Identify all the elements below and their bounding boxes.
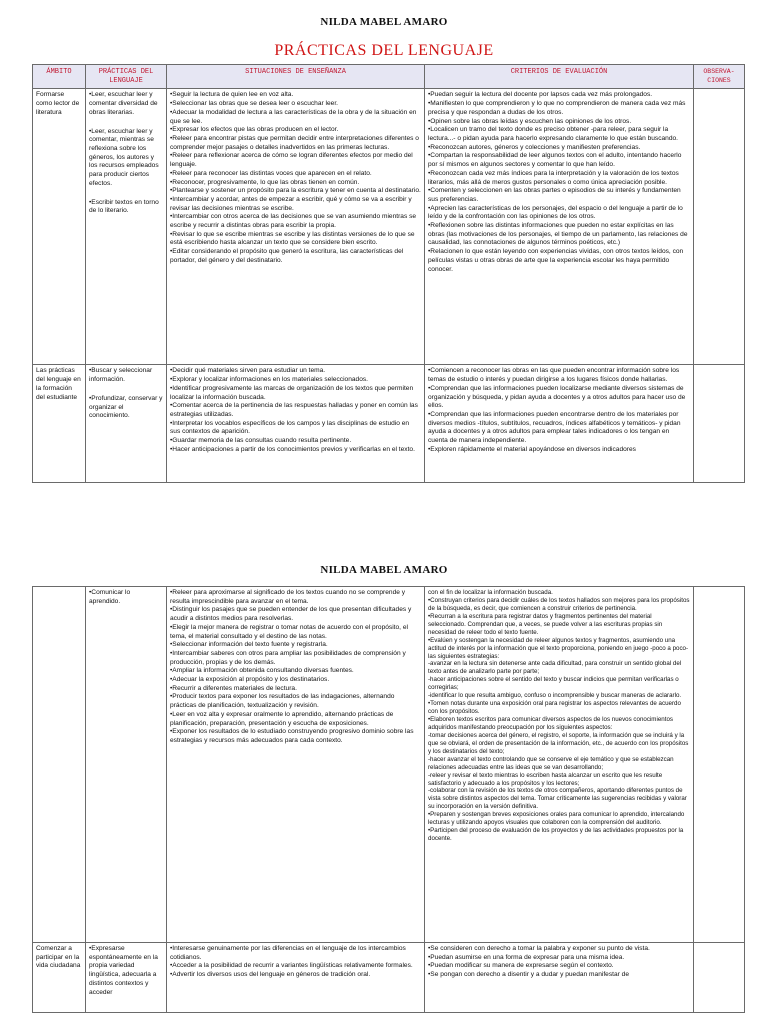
cell-line: -hacer anticipaciones sobre el sentido del texto y buscar indicios que permitan verificarlas o corregirlas; <box>428 676 679 692</box>
curriculum-table <box>32 64 745 483</box>
cell-observaciones <box>694 365 745 483</box>
table-row <box>33 587 745 943</box>
cell-line: -tomar decisiones acerca del género, el registro, el soporte, la información que se incluirá y la que se obviará, el orden de presentación de la información, etc., de acuerdo con los propósitos y los destinatarios del texto; <box>428 731 689 755</box>
cell-line: •Escribir textos en torno de lo literario. <box>89 198 159 215</box>
cell-line: •Acceder a la posibilidad de recurrir a variantes lingüísticas relativamente formales. <box>170 962 413 970</box>
cell-line: •Reconozcan cada vez más índices para la interpretación y la valoración de los textos literarios, más allá de meros gustos personales o como única apreciación posible. <box>428 169 679 186</box>
cell-line: •Intercambiar saberes con otros para ampliar las posibilidades de comprensión y producción, propias y de los demás. <box>170 649 406 666</box>
cell-line: con el fin de localizar la información buscada. <box>428 589 553 596</box>
cell-line: •Leer en voz alta y expresar oralmente lo aprendido, alternando prácticas de planificación, preparación, presentación y escucha de exposiciones. <box>170 710 394 727</box>
cell-criterios <box>425 943 694 1013</box>
curriculum-table-continued <box>32 586 745 1013</box>
cell-line: •Identificar progresivamente las marcas de organización de los textos que permiten localizar la información buscada. <box>170 384 414 401</box>
cell-line: •Evalúen y sostengan la necesidad de releer algunos textos y fragmentos, asumiendo una actitud de interés por la información que el texto proporciona, poniendo en juego -poco a poco- las siguientes estrategias: <box>428 636 689 660</box>
cell-practicas <box>86 89 167 365</box>
cell-line: •Participen del proceso de evaluación de los proyectos y de las actividades propuestos por la docente. <box>428 827 684 843</box>
cell-line: -hacer avanzar el texto controlando que se conserve el eje temático y que se establezcan relaciones adecuadas entre las ideas que se van desarrollando; <box>428 755 674 771</box>
page-header-author: NILDA MABEL AMARO <box>320 16 448 28</box>
header-practicas: PRÁCTICAS DEL LENGUAJE <box>86 65 167 89</box>
cell-observaciones <box>694 587 745 943</box>
cell-line: •Expresarse espontáneamente en la propia variedad lingüística, adecuarla a distintos contextos y acceder <box>89 945 158 996</box>
cell-line: •Comprendan que las informaciones pueden encontrarse dentro de los materiales por diversos medios -títulos, subtítulos, recuadros, índices alfabéticos y temáticos- y pidan ayuda a docentes y a otros adultos para emplear tales indicadores o los tengan en cuenta de manera independiente. <box>428 410 681 445</box>
cell-line: •Reconocer, progresivamente, lo que las obras tienen en común. <box>170 178 360 186</box>
cell-spacer <box>89 189 163 199</box>
cell-line: •Reconozcan autores, géneros y colecciones y manifiesten preferencias. <box>428 143 641 151</box>
cell-line: •Comprendan que las informaciones pueden localizarse mediante diversos sistemas de organización y búsqueda, y pidan ayuda a docentes y a otros adultos para hacer uso de ellos. <box>428 384 686 410</box>
table-row <box>33 365 745 483</box>
cell-ambito: Comenzar a participar en la vida ciudadana <box>33 943 86 1013</box>
table-row <box>33 89 745 365</box>
cell-line: •Se consideren con derecho a tomar la palabra y exponer su punto de vista. <box>428 945 650 952</box>
cell-line: •Puedan seguir la lectura del docente por lapsos cada vez más prolongados. <box>428 91 653 99</box>
table-row <box>33 943 745 1013</box>
cell-line: •Comentar acerca de la pertinencia de las respuestas halladas y poner en común las estrategias utilizadas. <box>170 402 418 418</box>
cell-line: •Ampliar la información obtenida consultando diversas fuentes. <box>170 667 354 675</box>
cell-line: •Decidir qué materiales sirven para estudiar un tema. <box>170 367 326 375</box>
cell-line: •Interpretar los vocablos específicos de los campos y las disciplinas de estudio en sus contextos de aparición. <box>170 419 410 436</box>
cell-line: •Exploren rápidamente el material apoyándose en diversos indicadores <box>428 445 636 453</box>
cell-line: -identificar lo que resulta ambiguo, confuso o incomprensible y buscar maneras de aclararlo. <box>428 692 682 700</box>
cell-line: •Intercambiar con otros acerca de las decisiones que se van asumiendo mientras se escribe y recurrir a distintas obras para escribir la propia. <box>170 213 417 230</box>
cell-line: •Relacionen lo que están leyendo con experiencias vividas, con otros textos leídos, con películas vistas u otras obras de arte que la experiencia escolar les haya permitido conocer. <box>428 248 684 273</box>
cell-line: •Manifiesten lo que comprendieron y lo que no comprendieron de manera cada vez más precisa y que respondan a dudas de los otros. <box>428 100 686 116</box>
cell-line: •Seleccionar las obras que se desea leer o escuchar leer. <box>170 100 338 108</box>
cell-line: •Compartan la responsabilidad de leer algunos textos con el adulto, intentando hacerlo por sí mismos en algunos sectores y comentar lo que han leído. <box>428 152 682 169</box>
cell-line: •Revisar lo que se escribe mientras se escribe y las distintas versiones de lo que se está escribiendo hasta alcanzar un texto que se considere bien escrito. <box>170 230 415 247</box>
cell-situaciones <box>167 587 425 943</box>
cell-line: •Puedan asumirse en una forma de expresar para una misma idea. <box>428 953 625 961</box>
cell-line: •Seleccionar información del texto fuente y registrarla. <box>170 641 328 649</box>
header-situaciones: SITUACIONES DE ENSEÑANZA <box>167 65 425 89</box>
cell-line: •Recurran a la escritura para registrar datos y fragmentos pertinentes del material seleccionado. Comprendan que, a veces, se puede volver a las escrituras propias sin necesidad de releer todo el texto fuente. <box>428 612 663 636</box>
page-2 <box>0 548 768 1024</box>
cell-line: -colaborar con la revisión de los textos de otros compañeros, aportando diferentes puntos de vista sobre distintos aspectos del tema. Tomar críticamente las sugerencias recibidas y valorar su incorporación en la versión definitiva. <box>428 787 687 811</box>
cell-line: •Editar considerando el propósito que generó la escritura, las características del portador, del género y del destinatario. <box>170 248 404 264</box>
cell-line: •Seguir la lectura de quien lee en voz alta. <box>170 91 294 99</box>
cell-line: •Hacer anticipaciones a partir de los conocimientos previos y verificarlas en el texto. <box>170 445 415 453</box>
cell-line: •Comenten y seleccionen en las obras partes o episodios de su interés y fundamenten sus preferencias. <box>428 187 681 203</box>
cell-line: •Se pongan con derecho a disentir y a dudar y puedan manifestar de <box>428 971 629 979</box>
cell-line: •Puedan modificar su manera de expresarse según el contexto. <box>428 962 614 970</box>
page-separator <box>0 500 768 548</box>
cell-observaciones <box>694 89 745 365</box>
cell-line: •Releer para reconocer las distintas voces que aparecen en el relato. <box>170 169 372 177</box>
cell-ambito: Las prácticas del lenguaje en la formación del estudiante <box>33 365 86 483</box>
cell-line: •Aprecien las características de los personajes, del espacio o del lenguaje a partir de lo leído y de la confrontación con las opiniones de los otros. <box>428 204 683 221</box>
cell-line: -avanzar en la lectura sin detenerse ante cada dificultad, para construir un sentido global del texto antes de analizarlo parte por parte; <box>428 660 682 676</box>
cell-situaciones <box>167 943 425 1013</box>
cell-line: •Advertir los diversos usos del lenguaje en géneros de tradición oral. <box>170 971 371 979</box>
header-criterios: CRITERIOS DE EVALUACIÓN <box>425 65 694 89</box>
cell-practicas <box>86 365 167 483</box>
cell-line: •Guardar memoria de las consultas cuando resulta pertinente. <box>170 437 352 445</box>
cell-line: •Interesarse genuinamente por las diferencias en el lenguaje de los intercambios cotidianos. <box>170 945 406 961</box>
cell-line: •Comiencen a reconocer las obras en las que pueden encontrar información sobre los temas de estudio o interés y puedan dirigirse a los lugares físicos donde hallarlas. <box>428 367 680 384</box>
cell-line: •Intercambiar y acordar, antes de empezar a escribir, qué y cómo se va a escribir y revisar las decisiones mientras se escribe. <box>170 195 412 212</box>
cell-line: •Localicen un tramo del texto donde es preciso obtener -para releer, para seguir la lectura...- o pidan ayuda para hacerlo expresando claramente lo que están buscando. <box>428 126 678 142</box>
page-1 <box>0 0 768 500</box>
cell-spacer <box>89 385 163 395</box>
cell-line: •Adecuar la modalidad de lectura a las características de la obra y de la situación en que se lee. <box>170 108 417 125</box>
cell-situaciones <box>167 365 425 483</box>
cell-line: •Opinen sobre las obras leídas y escuchen las opiniones de los otros. <box>428 117 632 125</box>
cell-practicas <box>86 943 167 1013</box>
cell-line: •Comunicar lo aprendido. <box>89 589 131 605</box>
cell-line: •Reflexionen sobre las distintas informaciones que pueden no estar explícitas en las obras (las motivaciones de los personajes, el tiempo de un parlamento, las relaciones de causalidad, las connotaciones de algunos términos poéticos, etc.) <box>428 222 688 247</box>
cell-line: •Explorar y localizar informaciones en los materiales seleccionados. <box>170 376 369 384</box>
cell-line: •Profundizar, conservar y organizar el conocimiento. <box>89 394 163 420</box>
document-title: PRÁCTICAS DEL LENGUAJE <box>274 42 494 59</box>
cell-line: •Elegir la mejor manera de registrar o tomar notas de acuerdo con el propósito, el tema, el material consultado y el destino de las notas. <box>170 623 408 640</box>
cell-line: •Distinguir los pasajes que se pueden entender de los que presentan dificultades y acudir a distintos medios para resolverlas. <box>170 606 412 623</box>
header-ambito: ÁMBITO <box>33 65 86 89</box>
cell-line: •Tomen notas durante una exposición oral para registrar los aspectos relevantes de acuerdo con los propósitos. <box>428 700 681 716</box>
cell-line: •Construyan criterios para decidir cuáles de los textos hallados son mejores para los propósitos de la búsqueda, es decir, que comiencen a construir criterios de pertinencia. <box>428 596 690 612</box>
cell-criterios <box>425 365 694 483</box>
cell-practicas <box>86 587 167 943</box>
cell-line: •Preparen y sostengan breves exposiciones orales para comunicar lo aprendido, intercalando lecturas y utilizando apoyos visuales que colaboren con la comprensión del auditorio. <box>428 811 685 827</box>
cell-line: •Releer para encontrar pistas que permitan decidir entre interpretaciones diferentes o comprender mejor pasajes o detalles inadvertidos en las primeras lecturas. <box>170 134 419 151</box>
page-header-author: NILDA MABEL AMARO <box>320 564 448 576</box>
cell-line: •Elaboren textos escritos para comunicar diversos aspectos de los nuevos conocimientos adquiridos manifestando preocupación por los siguientes aspectos: <box>428 716 673 731</box>
cell-ambito <box>33 587 86 943</box>
cell-spacer <box>89 118 163 128</box>
cell-line: •Leer, escuchar leer y comentar diversidad de obras literarias. <box>89 91 158 116</box>
cell-observaciones <box>694 943 745 1013</box>
cell-ambito: Formarse como lector de literatura <box>33 89 86 365</box>
cell-line: -releer y revisar el texto mientras lo escriben hasta alcanzar un escrito que les resulte satisfactorio y adecuado a los propósitos y los lectores; <box>428 771 663 787</box>
cell-line: •Adecuar la exposición al propósito y los destinatarios. <box>170 676 330 684</box>
cell-line: •Leer, escuchar leer y comentar, mientras se reflexiona sobre los géneros, los autores y los recursos empleados para producir ciertos efectos. <box>89 127 159 187</box>
cell-line: •Plantearse y sostener un propósito para la escritura y tener en cuenta al destinatario. <box>170 187 421 195</box>
header-observaciones: OBSERVA-CIONES <box>694 65 745 89</box>
cell-line: •Recurrir a diferentes materiales de lectura. <box>170 684 297 692</box>
cell-line: •Releer para aproximarse al significado de los textos cuando no se comprende y resulta imprescindible para avanzar en el tema. <box>170 589 406 605</box>
cell-situaciones <box>167 89 425 365</box>
cell-line: •Buscar y seleccionar información. <box>89 367 153 384</box>
cell-criterios <box>425 587 694 943</box>
table-header-row <box>33 65 745 89</box>
cell-criterios <box>425 89 694 365</box>
cell-line: •Exponer los resultados de lo estudiado construyendo progresivo dominio sobre las estrategias y recursos más adecuados para cada contexto. <box>170 728 414 744</box>
cell-line: •Releer para reflexionar acerca de cómo se logran diferentes efectos por medio del lenguaje. <box>170 152 413 169</box>
cell-line: •Expresar los efectos que las obras producen en el lector. <box>170 126 339 134</box>
cell-line: •Producir textos para exponer los resultados de las indagaciones, alternando prácticas de planificación, textualización y revisión. <box>170 693 395 710</box>
